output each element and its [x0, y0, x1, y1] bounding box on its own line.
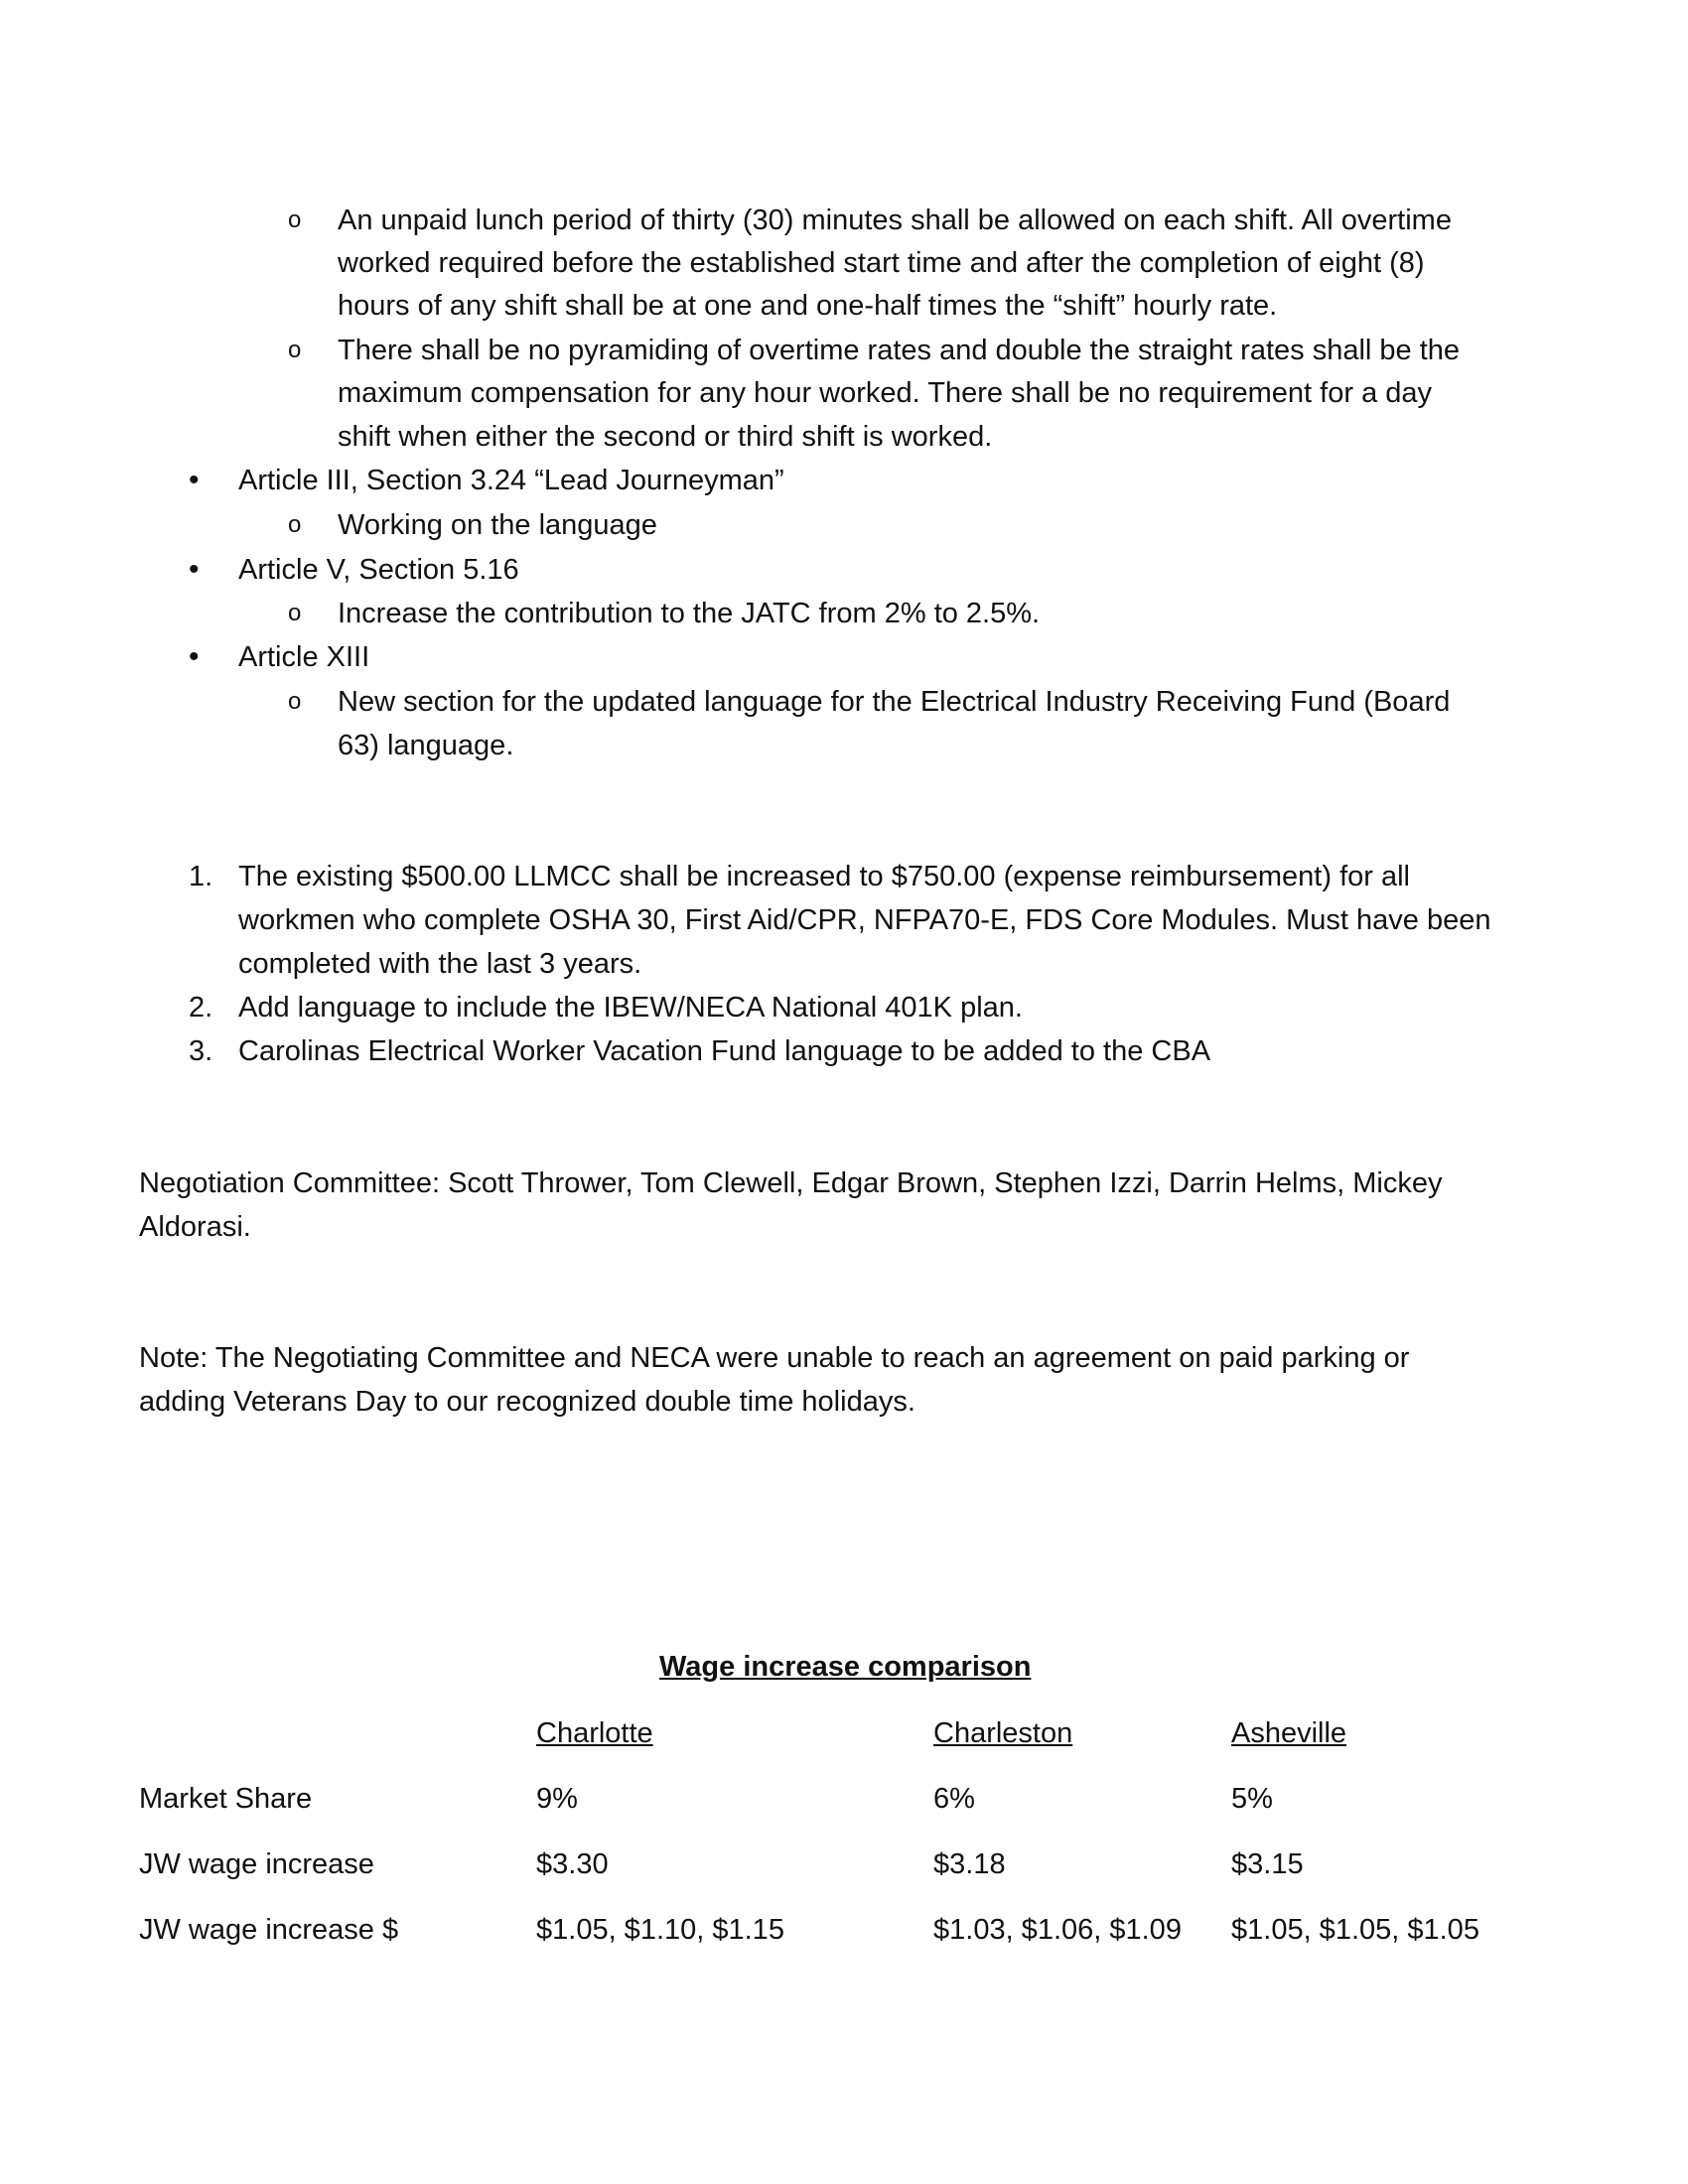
committee-line: Negotiation Committee: Scott Thrower, Tom Clewell, Edgar Brown, Stephen Izzi, Darrin Helms, Mickey — [139, 1167, 1443, 1199]
row-label: JW wage increase $ — [139, 1914, 399, 1946]
table-cell: 5% — [1231, 1783, 1273, 1815]
numbered-line: completed with the last 3 years. — [238, 948, 642, 980]
subitem-line: shift when either the second or third shift is worked. — [338, 421, 993, 453]
table-cell: $1.05, $1.05, $1.05 — [1231, 1914, 1479, 1946]
column-header-asheville: Asheville — [1231, 1717, 1347, 1749]
bullet-marker: • — [189, 640, 200, 673]
article-subitem: Working on the language — [338, 509, 657, 541]
row-label: Market Share — [139, 1783, 313, 1815]
table-cell: 6% — [933, 1783, 975, 1815]
numbered-line: Add language to include the IBEW/NECA National 401K plan. — [238, 992, 1023, 1024]
article-subitem: Increase the contribution to the JATC from 2% to 2.5%. — [338, 598, 1041, 629]
sub-bullet-marker: o — [288, 600, 302, 626]
list-number: 2. — [189, 992, 213, 1024]
note-line: Note: The Negotiating Committee and NECA were unable to reach an agreement on paid parking or — [139, 1342, 1410, 1374]
sub-bullet-marker: o — [288, 206, 302, 233]
sub-bullet-marker: o — [288, 337, 302, 363]
committee-line: Aldorasi. — [139, 1211, 251, 1243]
list-number: 3. — [189, 1035, 213, 1067]
table-cell: $1.03, $1.06, $1.09 — [933, 1914, 1182, 1946]
article-title: Article XIII — [238, 641, 370, 673]
bullet-marker: • — [189, 553, 200, 586]
numbered-line: Carolinas Electrical Worker Vacation Fund language to be added to the CBA — [238, 1035, 1211, 1067]
article-subitem: 63) language. — [338, 730, 514, 761]
subitem-line: hours of any shift shall be at one and one-half times the “shift” hourly rate. — [338, 290, 1278, 322]
bullet-marker: • — [189, 464, 200, 496]
article-title: Article III, Section 3.24 “Lead Journeyman” — [238, 465, 784, 496]
column-header-charleston: Charleston — [933, 1717, 1073, 1749]
column-header-charlotte: Charlotte — [536, 1717, 653, 1749]
article-title: Article V, Section 5.16 — [238, 554, 519, 586]
note-line: adding Veterans Day to our recognized double time holidays. — [139, 1386, 915, 1418]
table-cell: $3.18 — [933, 1848, 1006, 1880]
subitem-line: An unpaid lunch period of thirty (30) minutes shall be allowed on each shift. All overtime — [338, 205, 1452, 236]
table-cell: 9% — [536, 1783, 578, 1815]
article-subitem: New section for the updated language for the Electrical Industry Receiving Fund (Board — [338, 686, 1451, 718]
list-number: 1. — [189, 861, 213, 892]
row-label: JW wage increase — [139, 1848, 374, 1880]
sub-bullet-marker: o — [288, 511, 302, 538]
subitem-line: worked required before the established start time and after the completion of eight (8) — [338, 247, 1425, 279]
table-title: Wage increase comparison — [659, 1651, 1032, 1683]
subitem-line: maximum compensation for any hour worked. There shall be no requirement for a day — [338, 377, 1433, 409]
sub-bullet-marker: o — [288, 688, 302, 715]
numbered-line: The existing $500.00 LLMCC shall be increased to $750.00 (expense reimbursement) for all — [238, 861, 1410, 892]
table-cell: $3.15 — [1231, 1848, 1304, 1880]
table-cell: $3.30 — [536, 1848, 609, 1880]
subitem-line: There shall be no pyramiding of overtime rates and double the straight rates shall be the — [338, 335, 1461, 366]
table-cell: $1.05, $1.10, $1.15 — [536, 1914, 784, 1946]
numbered-line: workmen who complete OSHA 30, First Aid/CPR, NFPA70-E, FDS Core Modules. Must have been — [238, 904, 1491, 936]
